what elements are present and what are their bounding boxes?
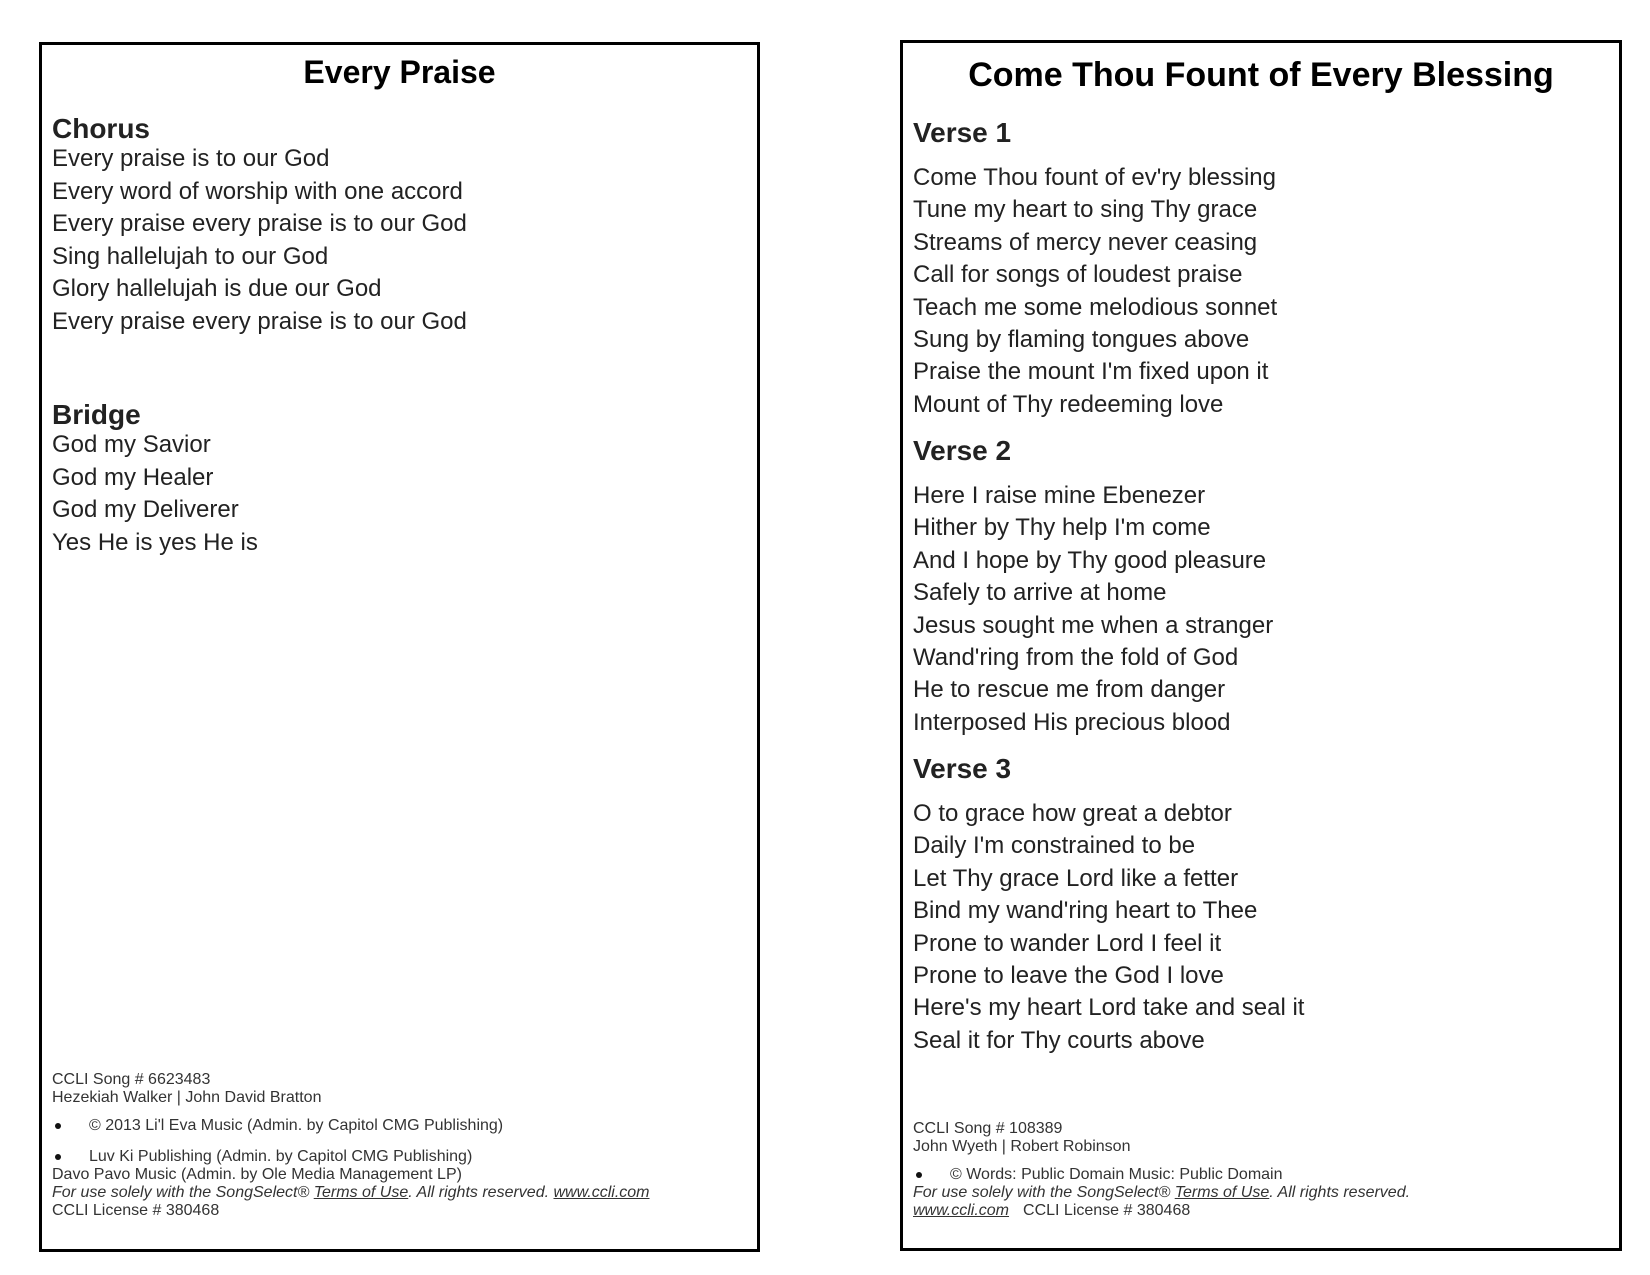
bullet-icon bbox=[55, 1154, 61, 1160]
lyric-line: Call for songs of loudest praise bbox=[913, 261, 1243, 289]
lyric-line: Yes He is yes He is bbox=[52, 528, 258, 556]
lyric-line: Mount of Thy redeeming love bbox=[913, 390, 1224, 418]
section-label-verse-2: Verse 2 bbox=[913, 435, 1012, 466]
lyric-line: Glory hallelujah is due our God bbox=[52, 275, 382, 302]
terms-notice: For use solely with the SongSelect® Terms of Use. All rights reserved. www.ccli.com bbox=[52, 1184, 650, 1201]
lyric-line: Hither by Thy help I'm come bbox=[913, 514, 1211, 542]
terms-of-use-link[interactable]: Terms of Use bbox=[1174, 1184, 1270, 1201]
bullet-icon bbox=[916, 1172, 922, 1178]
song-card-every-praise bbox=[39, 42, 760, 1252]
lyric-line: Praise the mount I'm fixed upon it bbox=[913, 358, 1269, 386]
lyric-line: Interposed His precious blood bbox=[913, 708, 1231, 736]
copyright-line: Luv Ki Publishing (Admin. by Capitol CMG Publishing) bbox=[52, 1148, 650, 1166]
lyric-line: Tune my heart to sing Thy grace bbox=[913, 196, 1258, 224]
ccli-website-link[interactable]: www.ccli.com bbox=[913, 1202, 1010, 1219]
song-title: Every Praise bbox=[303, 54, 496, 90]
lyric-line: Every praise every praise is to our God bbox=[52, 210, 467, 237]
verse-3-lyrics bbox=[913, 798, 1304, 1057]
song-authors: Hezekiah Walker | John David Bratton bbox=[52, 1089, 322, 1106]
song-footer bbox=[913, 1120, 1410, 1220]
lyric-line: God my Savior bbox=[52, 431, 211, 458]
copyright-line: Davo Pavo Music (Admin. by Ole Media Management LP) bbox=[52, 1166, 462, 1183]
ccli-song-number: CCLI Song # 6623483 bbox=[52, 1071, 211, 1088]
lyric-line: Prone to wander Lord I feel it bbox=[913, 929, 1222, 957]
ccli-song-number: CCLI Song # 108389 bbox=[913, 1120, 1063, 1137]
lyric-line: Prone to leave the God I love bbox=[913, 962, 1224, 990]
lyric-line: Bind my wand'ring heart to Thee bbox=[913, 897, 1258, 925]
lyric-line: Every praise is to our God bbox=[52, 145, 330, 172]
song-card-come-thou-fount bbox=[900, 40, 1622, 1251]
ccli-website-link[interactable]: www.ccli.com bbox=[553, 1184, 650, 1201]
lyric-line: And I hope by Thy good pleasure bbox=[913, 546, 1267, 574]
lyric-line: Every praise every praise is to our God bbox=[52, 307, 467, 335]
lyric-line: O to grace how great a debtor bbox=[913, 800, 1232, 827]
lyric-line: Streams of mercy never ceasing bbox=[913, 228, 1258, 256]
lyric-line: Daily I'm constrained to be bbox=[913, 832, 1196, 860]
section-label-verse-1: Verse 1 bbox=[913, 117, 1012, 148]
lyric-line: Safely to arrive at home bbox=[913, 579, 1167, 607]
lyric-line: He to rescue me from danger bbox=[913, 676, 1226, 704]
copyright-line: © 2013 Li'l Eva Music (Admin. by Capitol CMG Publishing) bbox=[52, 1117, 650, 1135]
lyric-line: Here I raise mine Ebenezer bbox=[913, 482, 1206, 509]
lyric-line: Sung by flaming tongues above bbox=[913, 326, 1250, 354]
lyric-line: Let Thy grace Lord like a fetter bbox=[913, 864, 1239, 892]
ccli-license-number: CCLI License # 380468 bbox=[52, 1202, 220, 1219]
terms-of-use-link[interactable]: Terms of Use bbox=[313, 1184, 409, 1201]
song-authors: John Wyeth | Robert Robinson bbox=[913, 1138, 1131, 1155]
verse-2-lyrics bbox=[913, 480, 1273, 739]
lyric-line: Sing hallelujah to our God bbox=[52, 242, 329, 270]
lyric-line: God my Deliverer bbox=[52, 496, 239, 523]
site-and-license bbox=[913, 1202, 1410, 1220]
lyric-line: Come Thou fount of ev'ry blessing bbox=[913, 164, 1276, 191]
lyric-line: Here's my heart Lord take and seal it bbox=[913, 994, 1305, 1022]
section-label-chorus: Chorus bbox=[52, 113, 150, 144]
song-title: Come Thou Fount of Every Blessing bbox=[968, 56, 1554, 94]
ccli-license-number: CCLI License # 380468 bbox=[1023, 1202, 1191, 1219]
song-footer bbox=[52, 1071, 650, 1220]
bullet-icon bbox=[55, 1123, 61, 1129]
copyright-line: © Words: Public Domain Music: Public Domain bbox=[913, 1166, 1410, 1184]
lyric-line: Teach me some melodious sonnet bbox=[913, 293, 1278, 321]
bridge-lyrics bbox=[52, 429, 258, 559]
lyric-line: Jesus sought me when a stranger bbox=[913, 611, 1274, 639]
chorus-lyrics bbox=[52, 143, 467, 338]
lyric-line: Wand'ring from the fold of God bbox=[913, 644, 1239, 672]
lyric-line: Every word of worship with one accord bbox=[52, 177, 463, 205]
section-label-verse-3: Verse 3 bbox=[913, 753, 1012, 784]
lyric-line: God my Healer bbox=[52, 463, 214, 491]
lyric-line: Seal it for Thy courts above bbox=[913, 1026, 1205, 1054]
verse-1-lyrics bbox=[913, 162, 1277, 421]
section-label-bridge: Bridge bbox=[52, 399, 141, 430]
terms-notice: For use solely with the SongSelect® Terms of Use. All rights reserved. bbox=[913, 1184, 1411, 1201]
